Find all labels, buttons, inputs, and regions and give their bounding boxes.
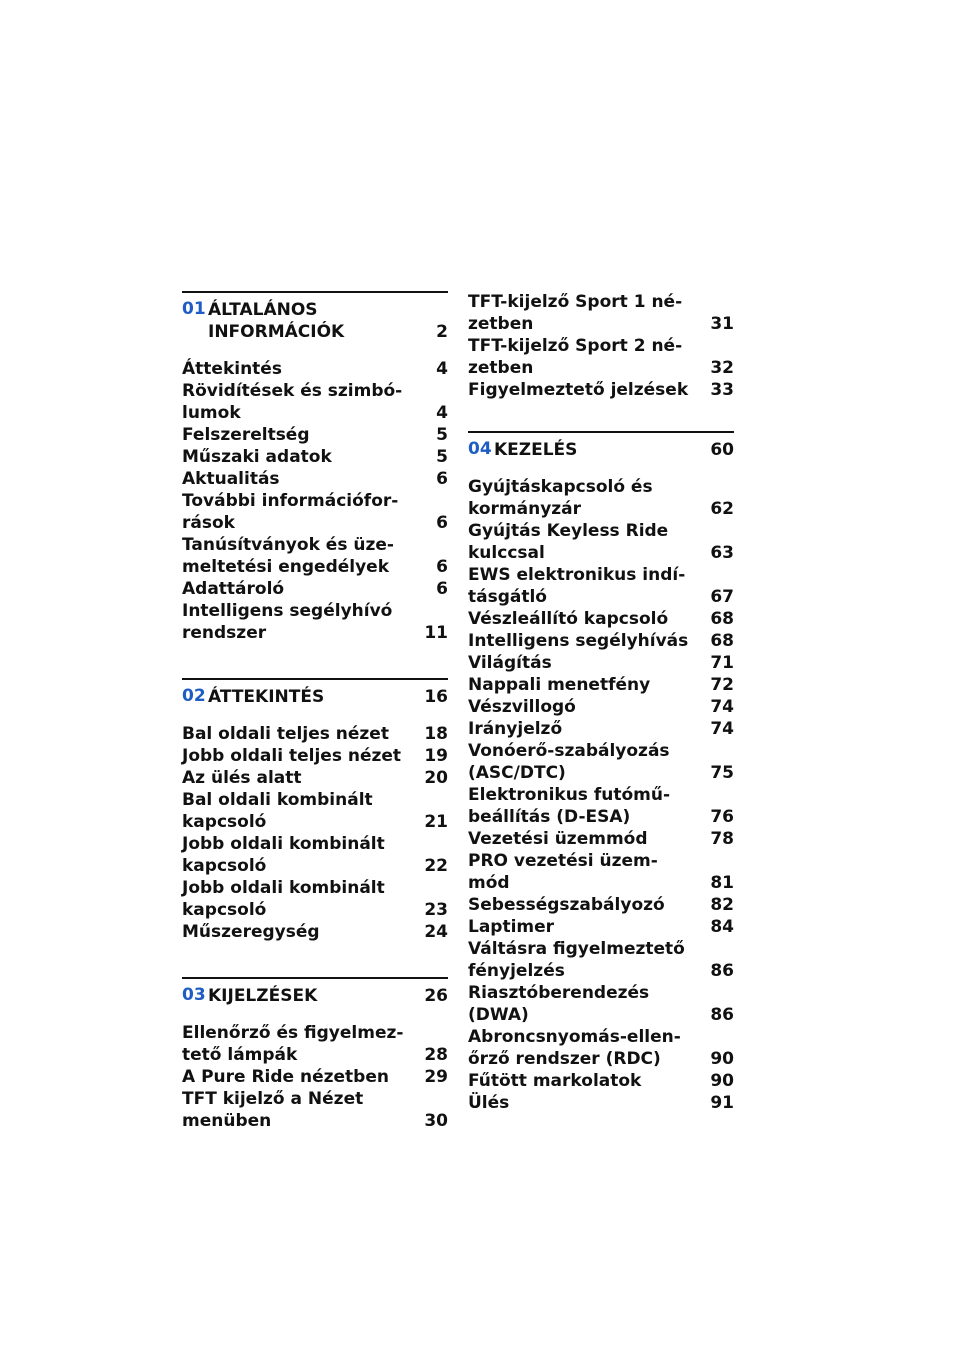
- toc-entry-page: 68: [710, 609, 734, 629]
- toc-entry[interactable]: [468, 696, 734, 718]
- toc-entry-title: Ellenőrző és figyelmez- tető lámpák: [182, 1023, 404, 1065]
- toc-entry-title: Áttekintés: [182, 359, 282, 379]
- toc-entry-title: Fűtött markolatok: [468, 1071, 642, 1091]
- toc-entry-page: 29: [424, 1067, 448, 1087]
- toc-entry-title: Elektronikus futómű- beállítás (D-ESA): [468, 785, 671, 827]
- toc-entry-title: Ülés: [468, 1093, 510, 1113]
- toc-entry-page: 5: [436, 425, 448, 445]
- toc-entry[interactable]: [182, 446, 448, 468]
- toc-entry-title: Gyújtáskapcsoló és kormányzár: [468, 477, 653, 519]
- toc-entry[interactable]: [182, 1088, 448, 1132]
- section-page: 16: [424, 687, 448, 707]
- toc-entry[interactable]: [182, 600, 448, 644]
- toc-entry-page: 6: [436, 557, 448, 577]
- section-number: 02: [182, 686, 206, 706]
- toc-entry-title: Tanúsítványok és üze- meltetési engedélyek: [182, 535, 394, 577]
- toc-entry-page: 75: [710, 763, 734, 783]
- toc-entry-title: EWS elektronikus indí- tásgátló: [468, 565, 686, 607]
- toc-entry-page: 23: [424, 900, 448, 920]
- toc-entry-page: 22: [424, 856, 448, 876]
- toc-entry-title: Figyelmeztető jelzések: [468, 380, 689, 400]
- section-page: 2: [436, 322, 448, 342]
- toc-left-column: [182, 291, 448, 1132]
- toc-entry-title: TFT-kijelző Sport 1 né- zetben: [468, 292, 683, 334]
- toc-entry[interactable]: [182, 1022, 448, 1066]
- toc-entry-title: Nappali menetfény: [468, 675, 651, 695]
- section-title: KIJELZÉSEK: [208, 986, 318, 1006]
- section-number: 03: [182, 985, 206, 1005]
- toc-entry-title: Műszaki adatok: [182, 447, 332, 467]
- toc-entry-page: 91: [710, 1093, 734, 1113]
- toc-entry-title: Világítás: [468, 653, 552, 673]
- toc-entry[interactable]: [468, 520, 734, 564]
- toc-entry-title: Intelligens segélyhívó rendszer: [182, 601, 393, 643]
- toc-entry[interactable]: [182, 358, 448, 380]
- toc-entry-page: 4: [436, 359, 448, 379]
- toc-entry-title: Vészleállító kapcsoló: [468, 609, 669, 629]
- section-number: 01: [182, 299, 206, 319]
- section-heading[interactable]: [182, 678, 448, 708]
- toc-entry-page: 68: [710, 631, 734, 651]
- toc-entry[interactable]: [468, 564, 734, 608]
- toc-entry-page: 82: [710, 895, 734, 915]
- toc-entry-page: 62: [710, 499, 734, 519]
- toc-entry-title: Jobb oldali teljes nézet: [182, 746, 402, 766]
- toc-entry[interactable]: [182, 921, 448, 943]
- toc-entry-page: 28: [424, 1045, 448, 1065]
- toc-entry-page: 6: [436, 513, 448, 533]
- toc-entry-page: 19: [424, 746, 448, 766]
- toc-entry[interactable]: [182, 380, 448, 424]
- toc-entry-page: 86: [710, 1005, 734, 1025]
- toc-entry[interactable]: [468, 608, 734, 630]
- toc-entry[interactable]: [468, 291, 734, 335]
- toc-entry-page: 78: [710, 829, 734, 849]
- toc-entry[interactable]: [468, 335, 734, 379]
- toc-entry[interactable]: [182, 877, 448, 921]
- toc-entry-page: 76: [710, 807, 734, 827]
- toc-entry-title: Sebességszabályozó: [468, 895, 665, 915]
- toc-entry-title: Vészvillogó: [468, 697, 576, 717]
- toc-entry-title: TFT-kijelző Sport 2 né- zetben: [468, 336, 683, 378]
- toc-entry-page: 18: [424, 724, 448, 744]
- toc-entry[interactable]: [182, 745, 448, 767]
- toc-entry[interactable]: [182, 1066, 448, 1088]
- toc-entry[interactable]: [468, 850, 734, 894]
- toc-entry-page: 74: [710, 719, 734, 739]
- toc-entry-page: 11: [424, 623, 448, 643]
- toc-entry-title: Abroncsnyomás-ellen- őrző rendszer (RDC): [468, 1027, 681, 1069]
- toc-entry[interactable]: [468, 1026, 734, 1070]
- toc-entry-title: Irányjelző: [468, 719, 563, 739]
- toc-entry[interactable]: [182, 833, 448, 877]
- toc-entry[interactable]: [468, 982, 734, 1026]
- toc-entry-title: Vezetési üzemmód: [468, 829, 648, 849]
- toc-entry[interactable]: [468, 916, 734, 938]
- toc-entry-page: 4: [436, 403, 448, 423]
- section-number: 04: [468, 439, 492, 459]
- toc-entry-page: 72: [710, 675, 734, 695]
- toc-entry[interactable]: [468, 740, 734, 784]
- section-entries: [468, 476, 734, 1114]
- toc-entry[interactable]: [468, 476, 734, 520]
- toc-entry-title: Rövidítések és szimbó- lumok: [182, 381, 403, 423]
- toc-entry-title: Az ülés alatt: [182, 768, 302, 788]
- toc-entry[interactable]: [468, 938, 734, 982]
- toc-entry[interactable]: [182, 767, 448, 789]
- section-entries: [182, 1022, 448, 1132]
- toc-entry-page: 20: [424, 768, 448, 788]
- toc-entry-title: PRO vezetési üzem- mód: [468, 851, 658, 893]
- toc-entry-page: 90: [710, 1049, 734, 1069]
- toc-entry-page: 81: [710, 873, 734, 893]
- toc-entry[interactable]: [468, 379, 734, 401]
- toc-entry-page: 31: [710, 314, 734, 334]
- toc-entry-title: Jobb oldali kombinált kapcsoló: [182, 834, 385, 876]
- toc-entry[interactable]: [182, 578, 448, 600]
- section-heading[interactable]: [182, 291, 448, 343]
- toc-entry-page: 32: [710, 358, 734, 378]
- toc-entry-page: 71: [710, 653, 734, 673]
- toc-entry-title: Felszereltség: [182, 425, 310, 445]
- toc-entry[interactable]: [468, 1092, 734, 1114]
- section-heading[interactable]: [182, 977, 448, 1007]
- toc-entry-title: Laptimer: [468, 917, 555, 937]
- toc-entry-title: Műszeregység: [182, 922, 320, 942]
- toc-entry-title: TFT kijelző a Nézet menüben: [182, 1089, 364, 1131]
- toc-entry-title: Bal oldali kombinált kapcsoló: [182, 790, 373, 832]
- toc-entry-page: 86: [710, 961, 734, 981]
- toc-entry[interactable]: [182, 490, 448, 534]
- toc-entry-title: Intelligens segélyhívás: [468, 631, 689, 651]
- toc-entry[interactable]: [182, 789, 448, 833]
- section-page: 26: [424, 986, 448, 1006]
- toc-right-column: [468, 291, 734, 1114]
- toc-entry-page: 30: [424, 1111, 448, 1131]
- section-entries: [182, 358, 448, 644]
- section-title: KEZELÉS: [494, 440, 578, 460]
- toc-entry-page: 6: [436, 579, 448, 599]
- toc-entry-title: Bal oldali teljes nézet: [182, 724, 389, 744]
- toc-entry[interactable]: [468, 784, 734, 828]
- toc-entry-page: 90: [710, 1071, 734, 1091]
- toc-entry-title: Gyújtás Keyless Ride kulccsal: [468, 521, 669, 563]
- toc-entry-title: Riasztóberendezés (DWA): [468, 983, 650, 1025]
- toc-entry[interactable]: [182, 468, 448, 490]
- toc-entry-page: 84: [710, 917, 734, 937]
- toc-entry-page: 63: [710, 543, 734, 563]
- toc-entry-title: Vonóerő-szabályozás (ASC/DTC): [468, 741, 670, 783]
- toc-entry-title: A Pure Ride nézetben: [182, 1067, 389, 1087]
- toc-entry-title: További információfor- rások: [182, 491, 399, 533]
- section-page: 60: [710, 440, 734, 460]
- toc-entry-title: Adattároló: [182, 579, 285, 599]
- toc-entry-page: 5: [436, 447, 448, 467]
- toc-entry[interactable]: [468, 718, 734, 740]
- section-heading[interactable]: [468, 431, 734, 461]
- toc-entry[interactable]: [468, 652, 734, 674]
- toc-entry[interactable]: [182, 723, 448, 745]
- section-title: ÁTTEKINTÉS: [208, 687, 325, 707]
- section-entries: [182, 723, 448, 943]
- toc-entry-title: Jobb oldali kombinált kapcsoló: [182, 878, 385, 920]
- toc-entry-page: 33: [710, 380, 734, 400]
- toc-entry-page: 67: [710, 587, 734, 607]
- toc-entry[interactable]: [468, 894, 734, 916]
- toc-entry-page: 21: [424, 812, 448, 832]
- toc-entry-page: 24: [424, 922, 448, 942]
- toc-entry[interactable]: [468, 630, 734, 652]
- toc-entry[interactable]: [468, 1070, 734, 1092]
- toc-entry[interactable]: [468, 828, 734, 850]
- toc-entry-page: 74: [710, 697, 734, 717]
- toc-entry-title: Aktualitás: [182, 469, 280, 489]
- section-title: ÁLTALÁNOS INFORMÁCIÓK: [208, 300, 345, 342]
- toc-entry[interactable]: [182, 534, 448, 578]
- toc-entry[interactable]: [182, 424, 448, 446]
- toc-entry-page: 6: [436, 469, 448, 489]
- toc-entry[interactable]: [468, 674, 734, 696]
- toc-entry-title: Váltásra figyelmeztető fényjelzés: [468, 939, 685, 981]
